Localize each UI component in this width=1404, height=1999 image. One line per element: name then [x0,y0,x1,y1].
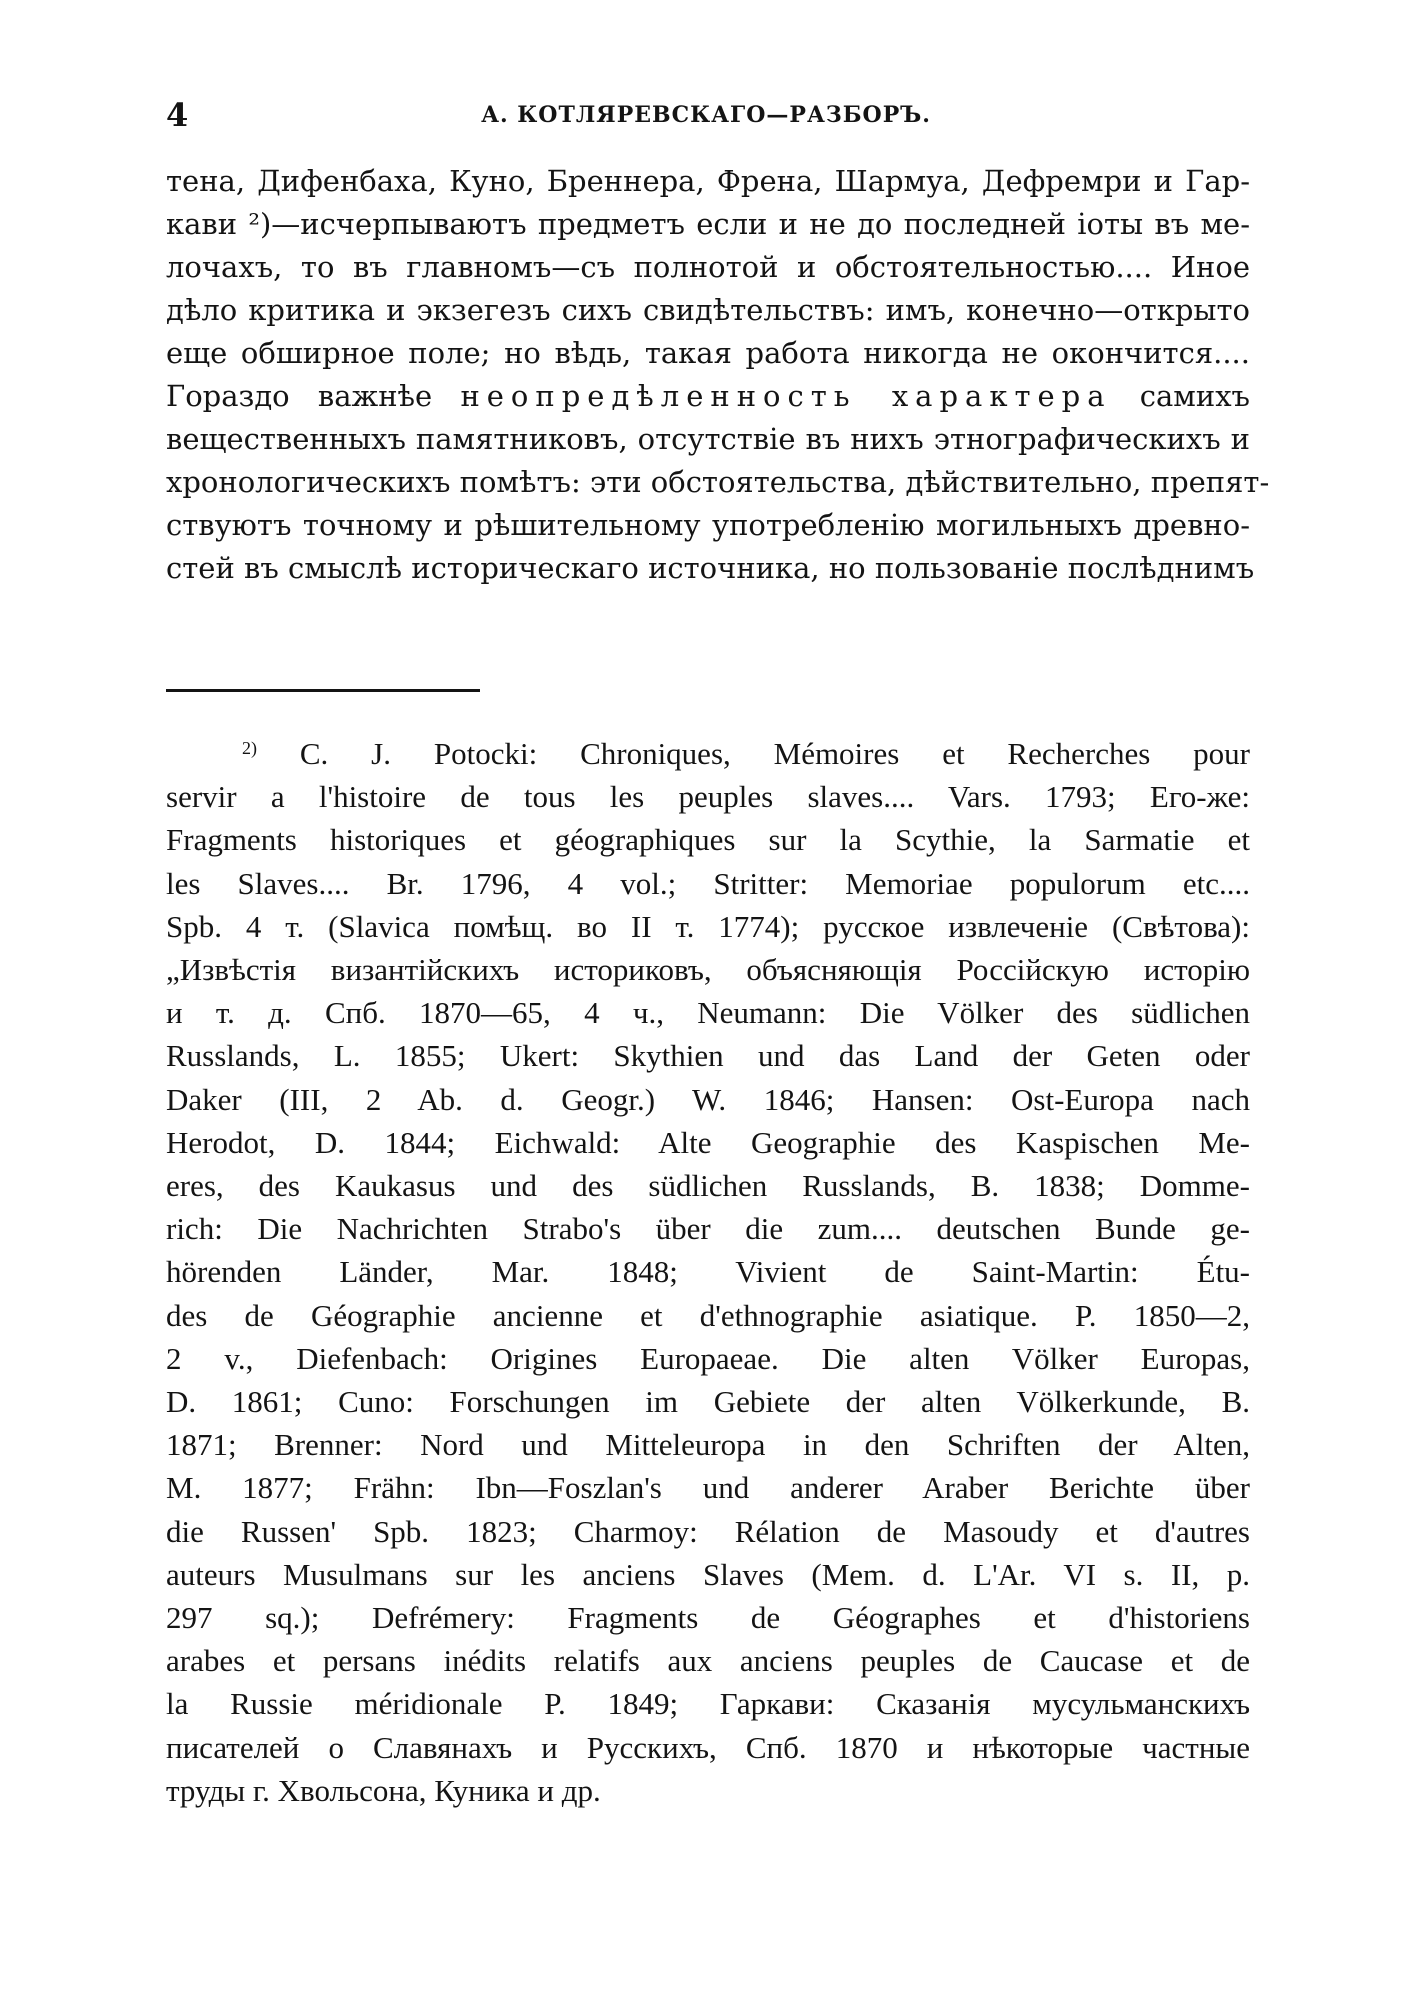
footnote-line [166,732,1250,775]
text-line-emphasis [166,375,1250,418]
footnote-line: arabes et persans inédits relatifs aux anciens peuples de Caucase et de [166,1643,1250,1679]
footnote-line: „Извѣстія византійскихъ историковъ, объясняющія Россійскую исторію [166,952,1250,988]
footnote-line: die Russen' Spb. 1823; Charmoy: Rélation de Masoudy et d'autres [166,1513,1250,1549]
text-line: кави ²)—исчерпываютъ предметъ если и не до последней іоты въ ме- [166,207,1250,241]
spaced-emphasis: неопредѣленность характера [460,379,1112,413]
footnote-line: Daker (III, 2 Ab. d. Geogr.) W. 1846; Hansen: Ost-Europa nach [166,1081,1250,1117]
running-head: А. КОТЛЯРЕВСКАГО—РАЗБОРЪ. [481,102,931,128]
text-line: стей въ смыслѣ историческаго источника, но пользованіе послѣднимъ [166,551,1255,585]
footnote-line: hörenden Länder, Mar. 1848; Vivient de Saint-Martin: Étu- [166,1254,1250,1290]
footnote-line: les Slaves.... Br. 1796, 4 vol.; Stritter: Memoriae populorum etc.... [166,865,1250,901]
footnote-line: rich: Die Nachrichten Strabo's über die zum.... deutschen Bunde ge- [166,1211,1250,1247]
text-line: хронологическихъ помѣтъ: эти обстоятельства, дѣйствительно, препят- [166,465,1270,499]
footnote-line: Herodot, D. 1844; Eichwald: Alte Geographie des Kaspischen Me- [166,1124,1250,1160]
text-line: лочахъ, то въ главномъ—съ полнотой и обстоятельностью.... Иное [166,250,1250,284]
footnote-line: M. 1877; Frähn: Ibn—Foszlan's und anderer Araber Berichte über [166,1470,1250,1506]
footnote-line: труды г. Хвольсона, Куника и др. [166,1772,601,1808]
text-segment: самихъ [1111,379,1250,413]
footnote-line: Spb. 4 т. (Slavica помѣщ. во II т. 1774); русское извлеченіе (Свѣтова): [166,908,1250,944]
text-line: вещественныхъ памятниковъ, отсутствіе въ нихъ этнографическихъ и [166,422,1250,456]
footnote-text: C. J. Potocki: Chroniques, Mémoires et Recherches pour [299,736,1250,771]
footnote-line: 297 sq.); Defrémery: Fragments de Géographes et d'historiens [166,1600,1250,1636]
text-line: тена, Дифенбаха, Куно, Бреннера, Френа, Шармуа, Дефремри и Гар- [166,164,1250,198]
footnote-line: D. 1861; Cuno: Forschungen im Gebiete der alten Völkerkunde, B. [166,1384,1250,1420]
main-text [166,160,1270,590]
footnote-line: писателей о Славянахъ и Русскихъ, Спб. 1870 и нѣкоторые частные [166,1729,1250,1765]
footnote-line: Fragments historiques et géographiques sur la Scythie, la Sarmatie et [166,822,1250,858]
footnote-line: и т. д. Спб. 1870—65, 4 ч., Neumann: Die Völker des südlichen [166,995,1250,1031]
text-line: дѣло критика и экзегезъ сихъ свидѣтельствъ: имъ, конечно—открыто [166,293,1250,327]
footnote-line: 1871; Brenner: Nord und Mitteleuropa in den Schriften der Alten, [166,1427,1250,1463]
text-line: ствуютъ точному и рѣшительному употребленію могильныхъ древно- [166,508,1250,542]
footnote [166,732,1250,1812]
footnote-line: servir a l'histoire de tous les peuples slaves.... Vars. 1793; Его-же: [166,779,1250,815]
page-number: 4 [166,96,189,134]
page-header [166,96,1246,136]
text-line: еще обширное поле; но вѣдь, такая работа никогда не окончится.... [166,336,1250,370]
footnote-line: des de Géographie ancienne et d'ethnographie asiatique. P. 1850—2, [166,1297,1250,1333]
footnote-marker: 2) [242,738,257,758]
footnote-line: la Russie méridionale P. 1849; Гаркави: Сказанія мусульманскихъ [166,1686,1250,1722]
footnote-line: eres, des Kaukasus und des südlichen Russlands, B. 1838; Domme- [166,1168,1250,1204]
footnote-separator [166,689,480,692]
text-segment: Гораздо важнѣе [166,379,461,413]
footnote-line: auteurs Musulmans sur les anciens Slaves (Mem. d. L'Ar. VI s. II, p. [166,1556,1250,1592]
footnote-line: Russlands, L. 1855; Ukert: Skythien und das Land der Geten oder [166,1038,1250,1074]
footnote-line: 2 v., Diefenbach: Origines Europaeae. Die alten Völker Europas, [166,1340,1250,1376]
